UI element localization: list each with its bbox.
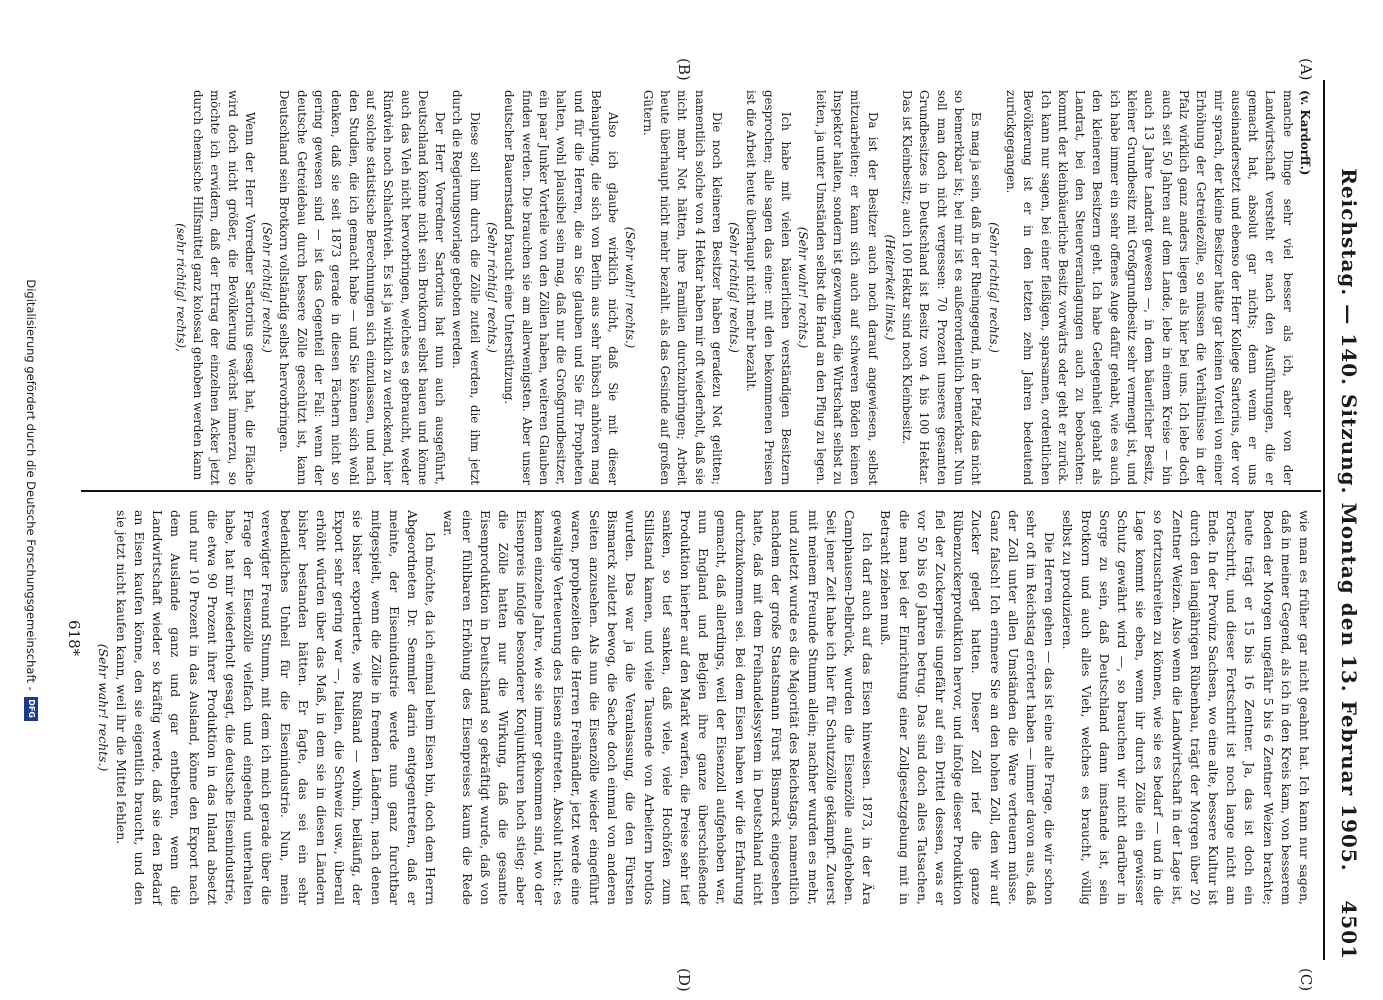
paragraph: Es mag ja sein, daß in der Rheingegend, in der Pfalz das nicht so bemerkbar ist; bei mir ist es außerordentlich bemerkbar. Nun soll man doch nicht vergessen: 70 Prozent unseres gesamten Grundbesitzes in Deutschland ist Besitz von 4 bis 100 Hektar. Das ist Kleinbesitz; auch 100 Hektar sind noch Kleinbesitz.	[900, 90, 984, 485]
left-column	[171, 90, 1313, 485]
paragraph: Diese soll ihm durch die Zölle zuteil werden, die ihm jetzt durch die Regierungsvorlage geboten werden.	[450, 90, 482, 485]
paragraph: Ich möchte, da ich einmal beim Eisen bin, doch dem Herrn Abgeordneten Dr. Semmler darin entgegentreten, daß er meinte, der Eisenindustrie werde nun ganz furchtbar mitgespielt, wenn die Zölle in fremden Ländern, nach denen sie bisher exportierte, wie Rußland — wohin, beiläufig, der Export sehr gering war —, Italien, die Schweiz usw., überall erhöht würden über das Maß, in dem sie in diesen Ländern bisher bestanden hätten. Er fagte, das sei ein sehr bedenkliches Unheil für die Eisenindustrie. Nun, mein verewigter Freund Stumm, mit dem ich mich gerade über die Frage der Eisenzölle vielfach und eingehend unterhalten habe, hat mir wiederholt gesagt, die deutsche Eisenindustrie, die etwa 90 Prozent ihrer Produktion in das Inland absetzt und nur 10 Prozent in das Ausland, könne den Export nach dem Auslande ganz und gar entbehren, wenn die Landwirtschaft wieder so kräftig werde, daß sie den Bedarf an Eisen kaufen könne, den sie eigentlich braucht, und den sie jetzt nicht kaufen kann, weil ihr die Mittel fehlen.	[113, 510, 439, 905]
margin-marker-a: (A)	[1297, 58, 1315, 81]
page-number: 4501	[1337, 900, 1361, 960]
page-title: Reichstag. — 140. Sitzung. Montag den 13. Februar 1905.	[1337, 168, 1361, 872]
paragraph: Wenn der Herr Vorredner Sartorius gesagt hat, die Fläche wird doch nicht größer, die Bevölkerung wächst immerzu, so möchte ich erwidern, daß der Ertrag der einzelnen Acker jetzt durch chemische Hilfsmittel ganz kolossal gehoben werden kann	[191, 90, 257, 485]
paragraph: manche Dinge sehr viel besser als ich, aber von der Landwirtschaft versteht er nach den Ausführungen, die er gemacht hat, absolut gar nichts; denn wenn er uns auseinandersetzt und ebenso der Herr Kollege Sartorius, der vor mir sprach, der kleine Besitzer hätte gar keinen Vorteil von einer Erhöhung der Getreidezölle, so müssen die Verhältnisse in der Pfalz wirklich ganz anders liegen als hier bei uns. Ich lebe doch auch seit 50 Jahren auf dem Lande, lebe in einem Kreise — bin auch 13 Jahre Landrat gewesen —, in dem bäuerlicher Besitz, kleiner Grundbesitz mit Großgrundbesitz sehr vermengt ist, und ich habe immer ein sehr offenes Auge dafür gehabt, wie es auch den kleineren Besitzern geht. Ich habe Gelegenheit gehabt als Landrat, bei den Steuerveranlagungen auch zu beobachten: kommt der kleinbäuerliche Besitz vorwärts oder geht er zurück. Ich kann nur sagen, bei einer fleißigen, sparsamen, ordentlichen Bevölkerung ist er in den letzten zehn Jahren bedeutend zurückgegangen.	[1003, 90, 1295, 485]
interjection: (sehr richtig! rechts),	[173, 223, 188, 352]
paragraph: Die Herren gehen — das ist eine alte Frage, die wir schon sehr oft im Reichstag erörtert haben — immer davon aus, daß der Zoll unter allen Umständen die Ware verteuern müsse. Ganz falsch! Ich erinnere Sie an den hohen Zoll, den wir auf Zucker gelegt hatten. Dieser Zoll rief die ganze Rübenzuckerproduktion hervor, und infolge dieser Produktion fiel der Zuckerpreis ungefähr auf ein Drittel dessen, was er vor 50 bis 60 Jahren betrug. Das sind doch alles Tatsachen, die man bei der Einrichtung einer Zollgesetzgebung mit in Betracht ziehen muß.	[878, 510, 1058, 905]
paragraph: Da ist der Besitzer auch noch darauf angewiesen, selbst mitzuarbeiten; er kann sich auch auf schweren Böden keinen Inspektor halten, sondern ist gezwungen, die Wirtschaft selbst zu leiten, ja unter Umständen selbst die Hand an den Pflug zu legen.	[813, 90, 880, 485]
sheet-number: 618*	[65, 620, 83, 657]
interjection: (Sehr richtig! rechts.)	[485, 222, 500, 353]
margin-marker-d: (D)	[675, 968, 693, 992]
interjection: (Sehr richtig! rechts.)	[260, 222, 275, 353]
paragraph: wie man es früher gar nicht geahnt hat. Ich kann nur sagen, daß in meiner Gegend, als ich in den Kreis kam, von besserem Boden der Morgen ungefähr 5 bis 6 Zentner Weizen brachte; heute trägt er 15 bis 16 Zentner. Ja, das ist doch ein Fortschritt, und dieser Fortschritt ist noch lange nicht am Ende. In der Provinz Sachsen, wo eine alte, bessere Kultur ist durch den langjährigen Rübenbau, trägt der Morgen über 20 Zentner Weizen. Also wenn die Landwirtschaft in der Lage ist, so fortzuschreiten zu können, wie sie es bedarf — und in die Lage kommt sie eben, wenn ihr durch Zölle ein gewisser Schutz gewährt wird —, so brauchen wir nicht darüber in Sorge zu sein, daß Deutschland dann imstande ist, sein Brotkorn und auch alles Vieh, welches es braucht, völlig selbst zu produzieren.	[1060, 510, 1312, 905]
interjection: (Sehr wahr! rechts.)	[95, 643, 111, 772]
column-divider	[81, 490, 1321, 492]
paragraph: Also ich glaube wirklich nicht, daß Sie mit dieser Behauptung, die sich von Berlin aus sehr hübsch anhören mag und für die Herren, die an Sie glauben und Sie für Propheten halten, wohl plausibel sein mag, daß nur die Großgrundbesitzer, ein paar Junker Vorteile von den Zöllen haben, weiteren Glauben finden werden. Die brauchen sie am allerwenigsten. Aber unser deutscher Bauernstand braucht eine Unterstützung.	[502, 90, 621, 485]
interjection: (Heiterkeit links.)	[882, 234, 897, 341]
interjection: (Sehr richtig! rechts.)	[986, 222, 1001, 353]
header-rule	[1323, 80, 1325, 960]
dfg-logo-icon: DFG	[24, 697, 38, 721]
paragraph: Ich darf auch auf das Eisen hinweisen. 1873, in der Ära Camphausen-Delbrück, wurden die Eisenzölle aufgehoben. Seit jener Zeit habe ich hier für Schutzzölle gekämpft. Zuerst mit meinem Freunde Stumm allein; nachher wurden es mehr, und zuletzt wurde es die Majorität des Reichstags, namentlich nachdem der große Staatsmann Fürst Bismarck eingesehen hatte, daß mit dem Freihandelssystem in Deutschland nicht durchzukommen sei. Bei dem Eisen haben wir die Erfahrung gemacht, daß allerdings, weil der Eisenzoll aufgehoben war, nun England und Belgien ihre ganze überschießende Produktion hierher auf den Markt warfen, die Preise sehr tief sanken, so tief sanken, daß viele, viele Hochöfen zum Stillstand kamen, und viele Tausende von Arbeitern brotlos wurden. Das war ja die Veranlassung, die den Fürsten Bismarck zuletzt bewog, die Sache doch einmal von anderen Seiten anzusehen. Als nun die Eisenzölle wieder eingeführt waren, prophezeiten die Herren Freihändler, jetzt werde eine gewaltige Verteuerung des Eisens eintreten. Absolut nicht: es kamen einzelne Jahre, wie sie immer gekommen sind, wo der Eisenpreis infolge besonderer Konjunkturen hoch stieg; aber die Zölle hatten nur die Wirkung, daß die gesamte Eisenproduktion in Deutschland so gekräftigt wurde, daß von einer fühlbaren Erhöhung des Eisenpreises kaum die Rede war.	[441, 510, 876, 905]
right-column	[93, 510, 1313, 905]
paragraph: Die noch kleineren Besitzer haben geradezu Not gelitten; namentlich solche von 4 Hektar haben mir oft wiederholt, daß sie nicht mehr Not hätten, ihre Familien durchzubringen; Arbeit heute überhaupt nicht mehr bezahlt. als das Gesinde auf großen Gütern.	[640, 90, 724, 485]
interjection: (Sehr wahr! rechts.)	[796, 226, 811, 349]
digitization-footer	[24, 0, 38, 1000]
speaker-name: (v. Kardorff.)	[1298, 90, 1312, 176]
footer-text: Digitalisierung gefördert durch die Deutsche Forschungsgemeinschaft -	[24, 279, 38, 691]
margin-marker-b: (B)	[675, 58, 693, 81]
page-header	[1321, 80, 1361, 960]
paragraph: Der Herr Vorredner Sartorius hat nun auch ausgeführt, Deutschland könne nicht sein Brotkorn selbst bauen und könne auch das Vieh nicht hervorbringen, welches es gebraucht, weder Rindvieh noch Schlachtvieh. Es ist ja wirklich zu verlockend, hier auf solche statistische Berechnungen sich einzulassen, und nach den Studien, die ich gemacht habe — und Sie können sich wohl denken, daß sie seit 1873 gerade in diesen Fächern nicht so gering gewesen sind — ist das Gegenteil der Fall: wenn der deutsche Getreidebau durch bessere Zölle geschützt ist, kann Deutschland sein Brotkorn vollständig selbst hervorbringen.	[277, 90, 448, 485]
interjection: (Sehr richtig! rechts.)	[727, 222, 742, 353]
paragraph: Ich habe mit vielen bäuerlichen verständigen Besitzern gesprochen; alle sagen das eine: mit den bekommenen Preisen ist die Arbeit heute überhaupt nicht mehr bezahlt.	[744, 90, 794, 485]
margin-marker-c: (C)	[1297, 968, 1315, 992]
interjection: (Sehr wahr! rechts.)	[623, 226, 638, 349]
